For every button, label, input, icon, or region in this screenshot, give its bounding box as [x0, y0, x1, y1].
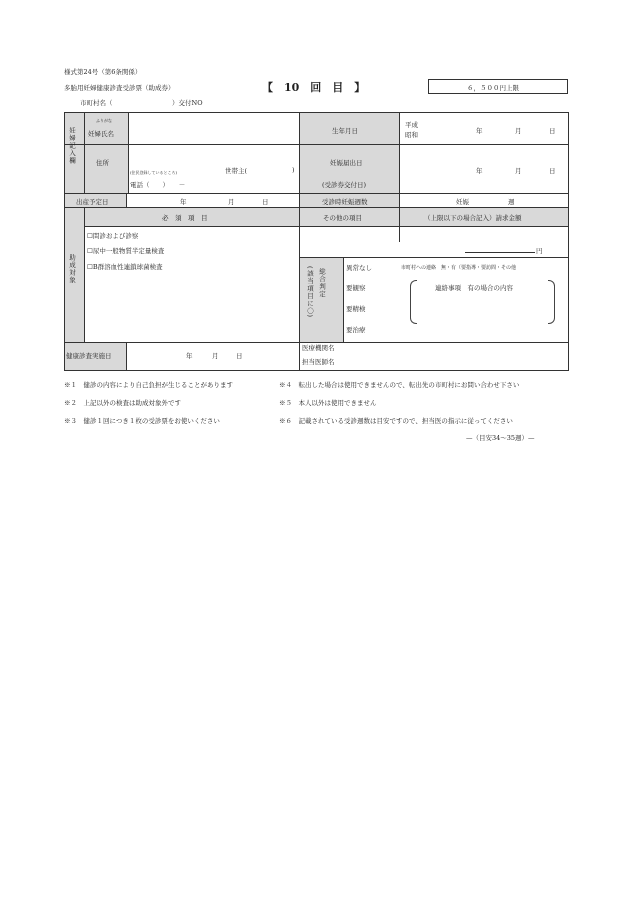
era-showa: 昭和: [405, 131, 418, 139]
contact-bracket-right: [548, 280, 555, 324]
vrule-1: [84, 112, 85, 194]
report-month: 月: [515, 167, 522, 175]
due-year: 年: [180, 198, 187, 206]
rule-3: [64, 207, 569, 208]
vrule-4: [399, 112, 400, 242]
report-year: 年: [476, 167, 483, 175]
judgment-option[interactable]: 要精検: [346, 305, 366, 313]
exam-day: 日: [236, 352, 243, 360]
judgment-option[interactable]: 異常なし: [346, 264, 372, 272]
rule-5: [299, 257, 569, 258]
visit-label: 【 10 回 目 】: [262, 81, 366, 94]
subsidy-side-label: 助成対象: [68, 254, 76, 284]
required-item[interactable]: ☐問診および診察: [87, 232, 139, 240]
form-number: 様式第24号（第6条関係）: [64, 68, 142, 76]
birth-month: 月: [515, 127, 522, 135]
note-item: ※２ 上記以外の検査は助成対象外です: [64, 399, 181, 407]
due-label: 出産予定日: [76, 198, 109, 206]
doctor-label: 担当医師名: [302, 358, 335, 366]
exam-date-label: 健康診査実施日: [66, 352, 112, 360]
footer-note: —（目安34～35週）—: [466, 434, 535, 442]
householder-label: 世帯主(: [225, 167, 248, 175]
note-item: ※１ 健診の内容により自己負担が生じることがあります: [64, 381, 233, 389]
judgment-label: 総合判定: [318, 268, 326, 298]
householder-close: ): [292, 166, 295, 174]
limit-amount: ６，５００円上限: [467, 84, 519, 92]
municipality-suffix: ）交付NO: [172, 99, 203, 107]
form-border: [64, 112, 569, 371]
vrule-5: [126, 194, 127, 207]
rule-1: [64, 144, 569, 145]
judgment-note: (該当項目に〇): [306, 266, 314, 319]
claim-amount-line: [465, 252, 535, 253]
pregnant-side-label: 妊婦記入欄: [68, 127, 76, 165]
institution-label: 医療機関名: [302, 344, 335, 352]
vrule-8: [126, 342, 127, 371]
address-label: 住所: [96, 159, 109, 167]
judgment-option[interactable]: 要治療: [346, 326, 366, 334]
required-header: 必 須 項 目: [162, 214, 208, 222]
address-note: (住民登録しているところ): [130, 170, 178, 175]
required-item[interactable]: ☐B群溶血性連鎖球菌検査: [87, 263, 163, 271]
weeks-word: 週: [508, 198, 515, 206]
vrule-6: [84, 208, 85, 342]
report-day: 日: [549, 167, 556, 175]
birth-day: 日: [549, 127, 556, 135]
weeks-label: 受診時妊娠週数: [322, 198, 368, 206]
note-item: ※３ 健診１回につき１枚の受診票をお使いください: [64, 417, 220, 425]
limit-box: [428, 79, 568, 94]
note-item: ※６ 記載されている受診週数は目安ですので、担当医の指示に従ってください: [279, 417, 513, 425]
rule-4: [84, 226, 569, 227]
other-header: その他の項目: [323, 214, 362, 222]
birth-year: 年: [476, 127, 483, 135]
yen-label: 円: [536, 247, 543, 255]
furigana-label: ふりがな: [96, 118, 112, 123]
vrule-3: [299, 112, 300, 371]
claim-header: （上限以下の場合記入）請求金額: [424, 214, 522, 222]
phone-label: 電話（ ） －: [130, 181, 186, 189]
exam-month: 月: [212, 352, 219, 360]
name-label: 妊婦氏名: [88, 130, 114, 138]
contact-bracket-left: [410, 280, 417, 324]
vrule-2: [128, 112, 129, 194]
required-item[interactable]: ☐尿中一般物質半定量検査: [87, 247, 165, 255]
municipality-prefix: 市町村名（: [80, 99, 113, 107]
birthdate-label: 生年月日: [332, 127, 358, 135]
due-month: 月: [228, 198, 235, 206]
form-title: 多胎用妊婦健康診査受診票（助成券）: [64, 84, 175, 92]
vrule-7: [343, 257, 344, 342]
judgment-option[interactable]: 要観察: [346, 284, 366, 292]
due-day: 日: [262, 198, 269, 206]
contact-text: 市町村への連絡 無・有（要指導・要訪問・その他: [401, 265, 517, 271]
note-item: ※５ 本人以外は使用できません: [279, 399, 377, 407]
era-heisei: 平成: [405, 121, 418, 129]
exam-year: 年: [186, 352, 193, 360]
contact-box-label: 連絡事項 有の場合の内容: [435, 284, 513, 292]
note-item: ※４ 転出した場合は使用できませんので、転出先の市町村にお問い合わせ下さい: [279, 381, 520, 389]
pregnancy-word: 妊娠: [456, 198, 469, 206]
rule-2: [64, 193, 569, 194]
pregnancy-report-label: 妊娠届出日: [330, 159, 363, 167]
voucher-issue-label: (受診券交付日): [322, 181, 367, 189]
